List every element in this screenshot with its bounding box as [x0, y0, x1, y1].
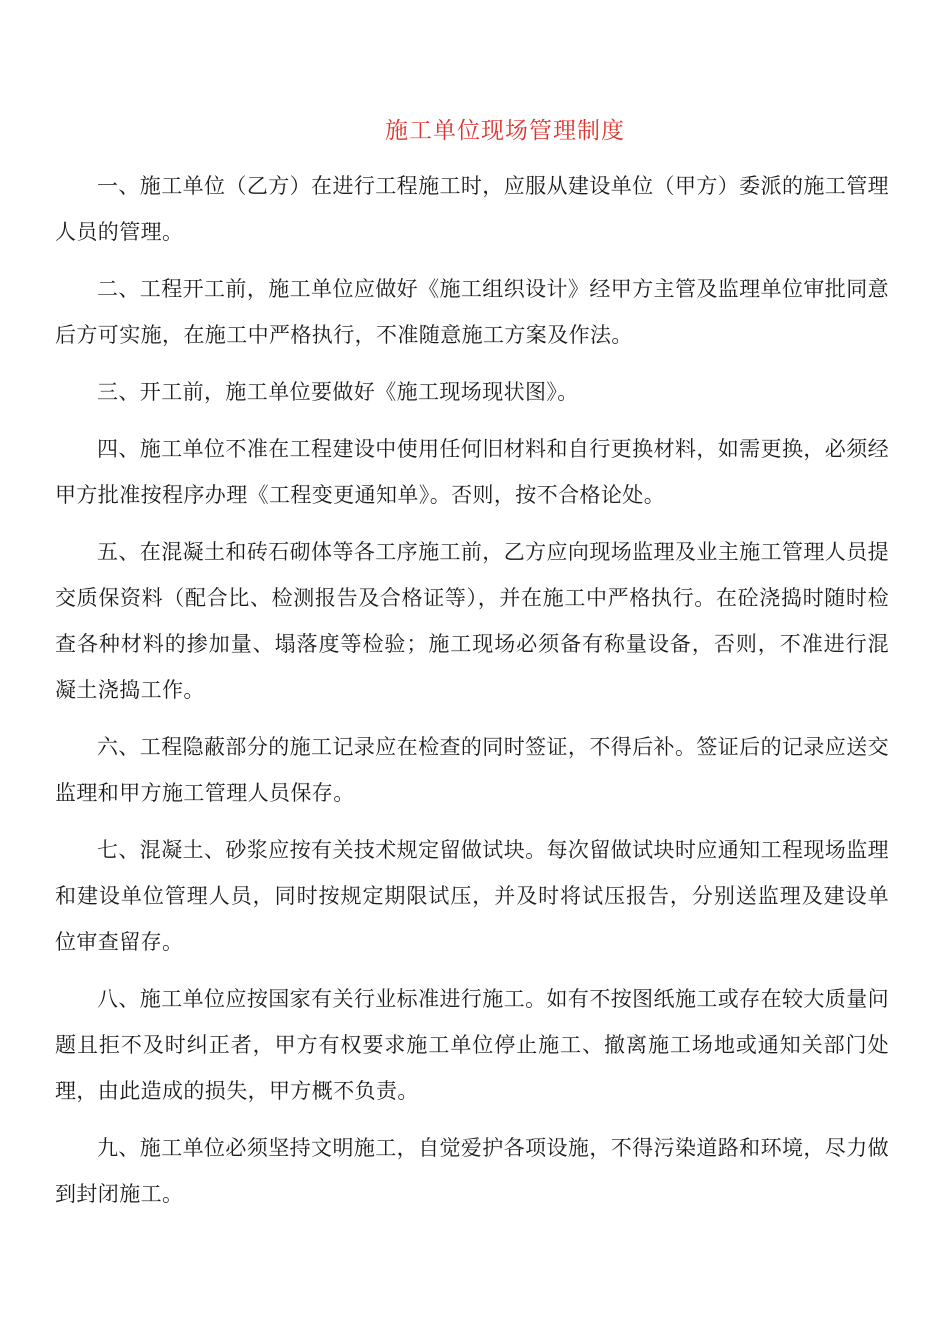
clause-3: 三、开工前，施工单位要做好《施工现场现状图》。 [97, 380, 579, 404]
document-body [55, 163, 889, 1228]
clause-8: 八、施工单位应按国家有关行业标准进行施工。如有不按图纸施工或存在较大质量问题且拒不及时纠正者，甲方有权要求施工单位停止施工、撤离施工场地或通知关部门处理，由此造成的损失，甲方概不负责。 [55, 987, 889, 1103]
clause-9: 九、施工单位必须坚持文明施工，自觉爱护各项设施，不得污染道路和环境，尽力做到封闭施工。 [55, 1136, 889, 1206]
clause-1: 一、施工单位（乙方）在进行工程施工时，应服从建设单位（甲方）委派的施工管理人员的管理。 [55, 174, 889, 244]
clause-7: 七、混凝土、砂浆应按有关技术规定留做试块。每次留做试块时应通知工程现场监理和建设单位管理人员，同时按规定期限试压，并及时将试压报告，分别送监理及建设单位审查留存。 [55, 838, 889, 954]
clause-2: 二、工程开工前，施工单位应做好《施工组织设计》经甲方主管及监理单位审批同意后方可实施，在施工中严格执行，不准随意施工方案及作法。 [55, 277, 889, 347]
document-title: 施工单位现场管理制度 [385, 118, 625, 144]
clause-6: 六、工程隐蔽部分的施工记录应在检查的同时签证，不得后补。签证后的记录应送交监理和甲方施工管理人员保存。 [55, 735, 889, 805]
clause-5: 五、在混凝土和砖石砌体等各工序施工前，乙方应向现场监理及业主施工管理人员提交质保资料（配合比、检测报告及合格证等），并在施工中严格执行。在砼浇捣时随时检查各种材料的掺加量、塌落度等检验；施工现场必须备有称量设备，否则，不准进行混凝土浇捣工作。 [55, 540, 889, 702]
clause-4: 四、施工单位不准在工程建设中使用任何旧材料和自行更换材料，如需更换，必须经甲方批准按程序办理《工程变更通知单》。否则，按不合格论处。 [55, 437, 889, 507]
